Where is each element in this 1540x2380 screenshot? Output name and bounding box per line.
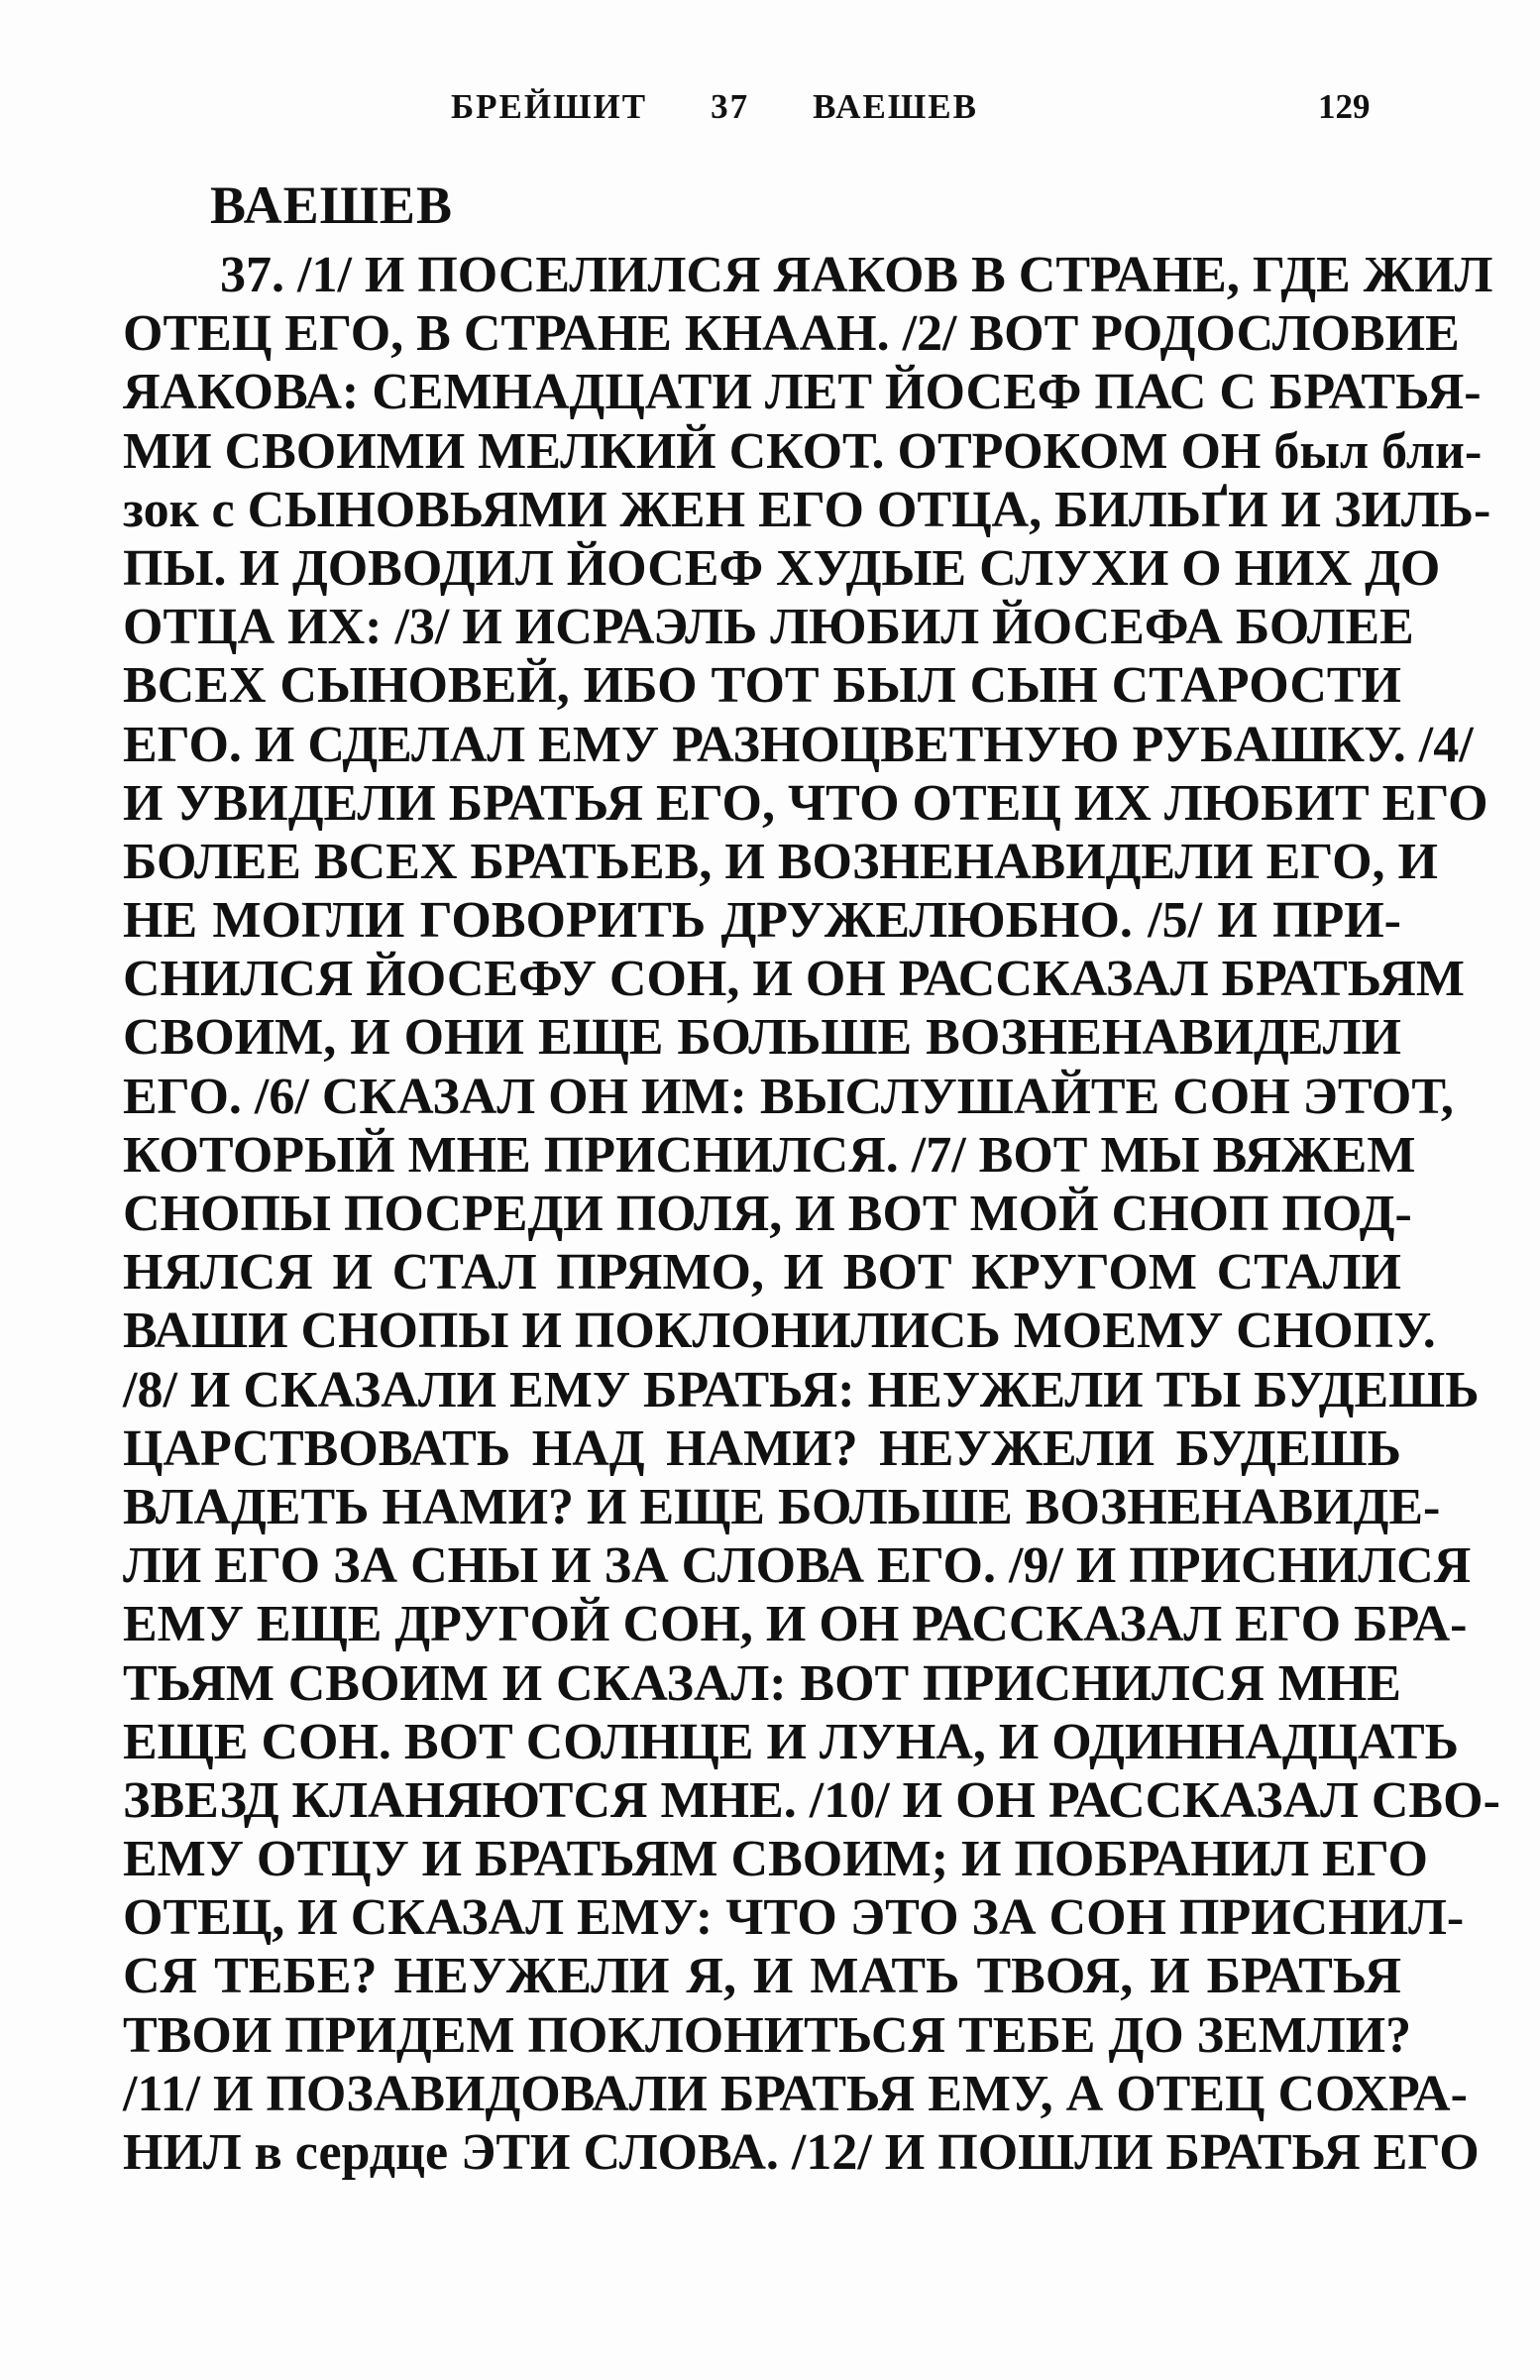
text-line: ВЛАДЕТЬ НАМИ? И ЕЩЕ БОЛЬШЕ ВОЗНЕНАВИДЕ- [123,1478,1441,1535]
text-line: СНОПЫ ПОСРЕДИ ПОЛЯ, И ВОТ МОЙ СНОП ПОД- [123,1186,1412,1242]
text-line: 37. /1/ И ПОСЕЛИЛСЯ ЯАКОВ В СТРАНЕ, ГДЕ ЖИЛ [220,247,1493,303]
text-line: ЕМУ ЕЩЕ ДРУГОЙ СОН, И ОН РАССКАЗАЛ ЕГО БРА- [123,1596,1468,1653]
text-line: ВСЕХ СЫНОВЕЙ, ИБО ТОТ БЫЛ СЫН СТАРОСТИ [123,657,1401,715]
running-header [451,87,1045,127]
text-line: И УВИДЕЛИ БРАТЬЯ ЕГО, ЧТО ОТЕЦ ИХ ЛЮБИТ ЕГО [123,774,1488,832]
header-chapter-number: 37 [711,87,750,126]
text-line: НЯЛСЯ И СТАЛ ПРЯМО, И ВОТ КРУГОМ СТАЛИ [123,1244,1401,1302]
header-book-name: БРЕЙШИТ [451,87,648,126]
text-line: СВОИМ, И ОНИ ЕЩЕ БОЛЬШЕ ВОЗНЕНАВИДЕЛИ [123,1009,1401,1067]
text-line: СНИЛСЯ ЙОСЕФУ СОН, И ОН РАССКАЗАЛ БРАТЬЯМ [123,951,1466,1008]
text-line: ТЬЯМ СВОИМ И СКАЗАЛ: ВОТ ПРИСНИЛСЯ МНЕ [123,1654,1401,1712]
text-line: МИ СВОИМИ МЕЛКИЙ СКОТ. ОТРОКОМ ОН был бли- [123,422,1483,480]
section-title: ВАЕШЕВ [210,175,453,235]
text-line: КОТОРЫЙ МНЕ ПРИСНИЛСЯ. /7/ ВОТ МЫ ВЯЖЕМ [123,1126,1416,1184]
text-line: НЕ МОГЛИ ГОВОРИТЬ ДРУЖЕЛЮБНО. /5/ И ПРИ- [123,892,1401,950]
text-line: ТВОИ ПРИДЕМ ПОКЛОНИТЬСЯ ТЕБЕ ДО ЗЕМЛИ? [123,2006,1412,2064]
text-line: ЗВЕЗД КЛАНЯЮТСЯ МНЕ. /10/ И ОН РАССКАЗАЛ СВО- [123,1771,1500,1829]
text-line: НИЛ в сердце ЭТИ СЛОВА. /12/ И ПОШЛИ БРАТЬЯ ЕГО [123,2124,1480,2181]
text-line: ВАШИ СНОПЫ И ПОКЛОНИЛИСЬ МОЕМУ СНОПУ. [123,1303,1436,1360]
text-line: БОЛЕЕ ВСЕХ БРАТЬЕВ, И ВОЗНЕНАВИДЕЛИ ЕГО, И [123,833,1438,890]
text-line: СЯ ТЕБЕ? НЕУЖЕЛИ Я, И МАТЬ ТВОЯ, И БРАТЬЯ [123,1948,1401,2005]
text-line: ОТЕЦ ЕГО, В СТРАНЕ КНААН. /2/ ВОТ РОДОСЛОВИЕ [123,305,1460,363]
text-line: ЛИ ЕГО ЗА СНЫ И ЗА СЛОВА ЕГО. /9/ И ПРИСНИЛСЯ [123,1537,1472,1595]
header-portion-name: ВАЕШЕВ [813,87,978,126]
text-line: ОТЕЦ, И СКАЗАЛ ЕМУ: ЧТО ЭТО ЗА СОН ПРИСНИЛ- [123,1889,1465,1947]
text-line: ОТЦА ИХ: /3/ И ИСРАЭЛЬ ЛЮБИЛ ЙОСЕФА БОЛЕЕ [123,599,1414,656]
body-text [123,246,1500,2182]
text-line: зок с СЫНОВЬЯМИ ЖЕН ЕГО ОТЦА, БИЛЬҐИ И ЗИЛЬ- [123,481,1491,538]
text-line: ЕЩЕ СОН. ВОТ СОЛНЦЕ И ЛУНА, И ОДИННАДЦАТЬ [123,1713,1460,1770]
text-line: ЦАРСТВОВАТЬ НАД НАМИ? НЕУЖЕЛИ БУДЕШЬ [123,1419,1401,1477]
page-number: 129 [1318,87,1371,126]
text-line: ЕМУ ОТЦУ И БРАТЬЯМ СВОИМ; И ПОБРАНИЛ ЕГО [123,1831,1428,1888]
text-line: ЕГО. /6/ СКАЗАЛ ОН ИМ: ВЫСЛУШАЙТЕ СОН ЭТОТ, [123,1068,1454,1125]
text-line: ЯАКОВА: СЕМНАДЦАТИ ЛЕТ ЙОСЕФ ПАС С БРАТЬЯ- [123,364,1482,421]
text-line: /11/ И ПОЗАВИДОВАЛИ БРАТЬЯ ЕМУ, А ОТЕЦ СОХРА- [123,2065,1468,2122]
text-line: /8/ И СКАЗАЛИ ЕМУ БРАТЬЯ: НЕУЖЕЛИ ТЫ БУДЕШЬ [123,1361,1480,1418]
text-line: ПЫ. И ДОВОДИЛ ЙОСЕФ ХУДЫЕ СЛУХИ О НИХ ДО [123,539,1441,597]
text-line: ЕГО. И СДЕЛАЛ ЕМУ РАЗНОЦВЕТНУЮ РУБАШКУ. /4/ [123,716,1474,773]
